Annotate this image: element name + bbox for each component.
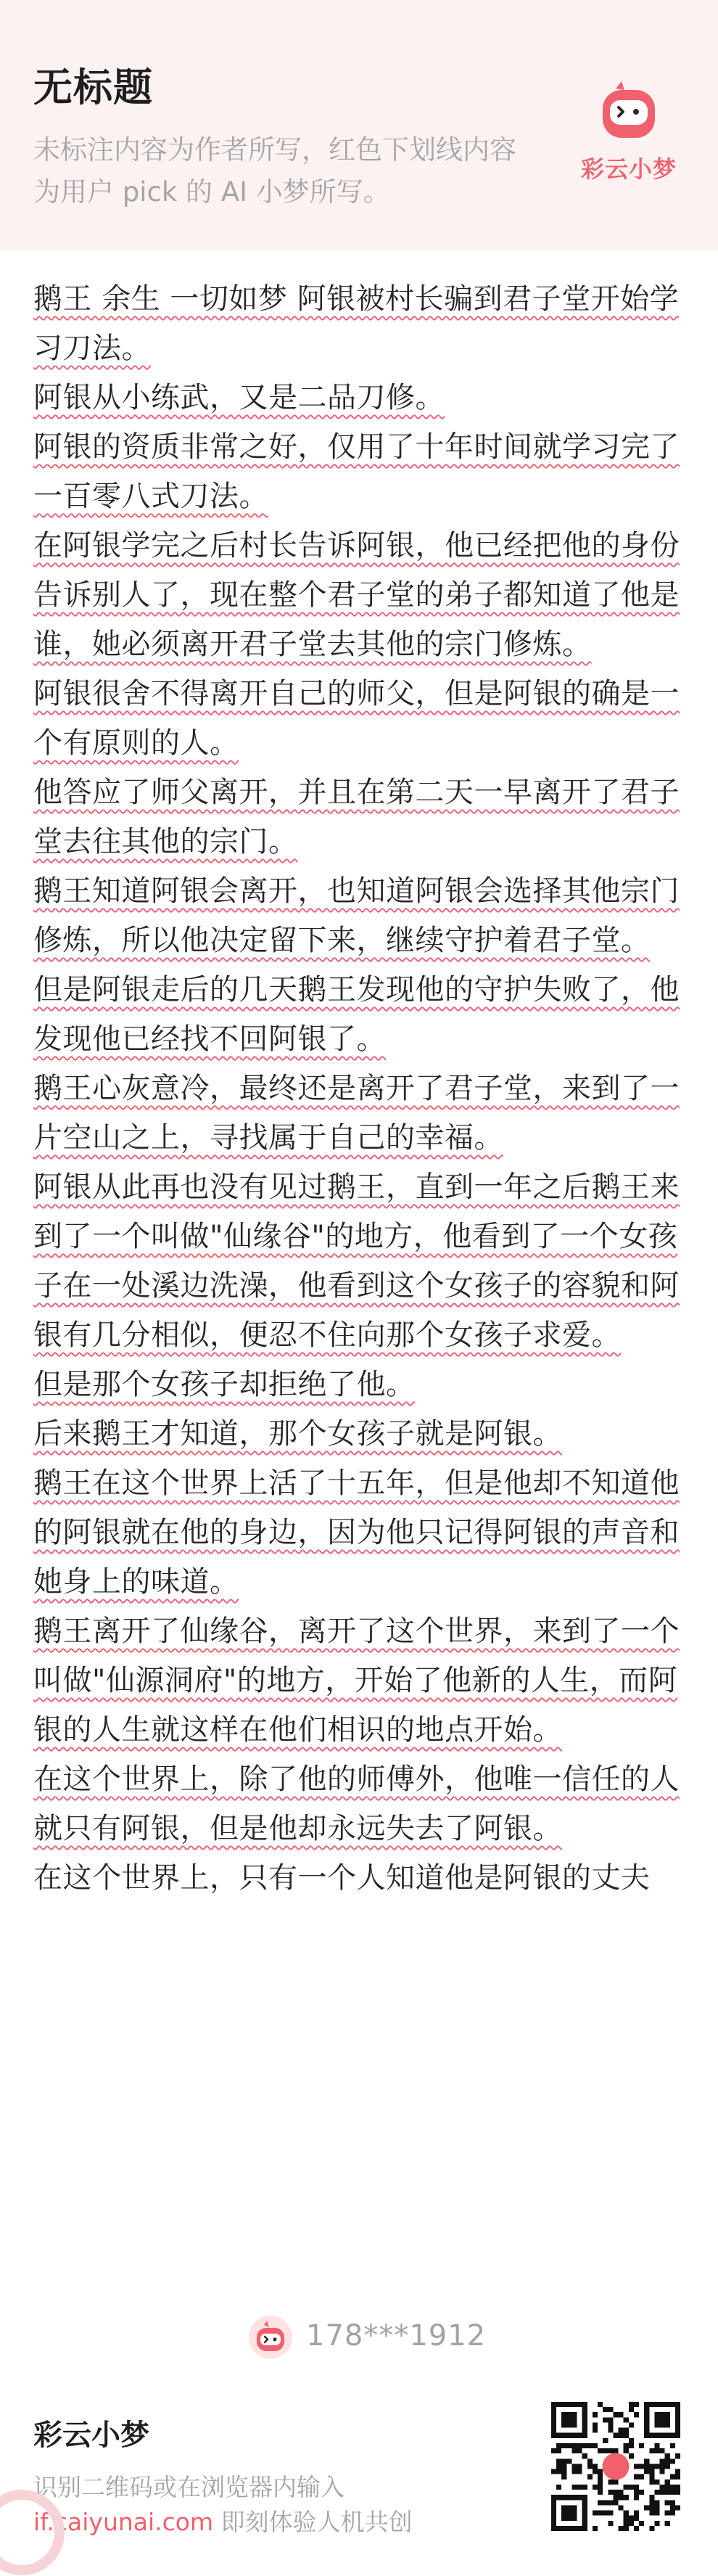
page-title: 无标题 <box>33 65 153 110</box>
story-paragraph <box>33 274 690 373</box>
ai-pick-text: 后来鹅王才知道，那个女孩子就是阿银。 <box>33 1417 562 1451</box>
story-paragraph <box>33 1607 690 1755</box>
story-paragraph <box>33 965 690 1064</box>
story-paragraph <box>33 1360 690 1409</box>
story-body <box>33 274 690 1903</box>
story-paragraph <box>33 1459 690 1607</box>
story-paragraph <box>33 1162 690 1360</box>
story-paragraph <box>33 1853 690 1903</box>
author-info <box>0 2308 718 2373</box>
story-paragraph <box>33 521 690 669</box>
story-paragraph <box>33 768 690 866</box>
ai-pick-text: 阿银从小练武，又是二品刀修。 <box>33 381 445 414</box>
ai-pick-text: 鹅王知道阿银会离开，也知道阿银会选择其他宗门修炼，所以他决定留下来，继续守护着君子堂。 <box>33 874 680 957</box>
story-paragraph <box>33 1064 690 1162</box>
ai-pick-text: 在阿银学完之后村长告诉阿银，他已经把他的身份告诉别人了，现在整个君子堂的弟子都知道了他是谁，她必须离开君子堂去其他的宗门修炼。 <box>33 529 680 661</box>
ai-pick-text: 阿银从此再也没有见过鹅王，直到一年之后鹅王来到了一个叫做"仙缘谷"的地方，他看到了一个女孩子在一处溪边洗澡，他看到这个女孩子的容貌和阿银有几分相似，便忍不住向那个女孩子求爱。 <box>33 1170 680 1352</box>
story-paragraph <box>33 866 690 965</box>
ai-pick-text: 鹅王心灰意冷，最终还是离开了君子堂，来到了一片空山之上，寻找属于自己的幸福。 <box>33 1072 680 1154</box>
footer-cta-text: 即刻体验人机共创 <box>213 2508 413 2536</box>
user-avatar-icon <box>248 2315 293 2360</box>
ai-pick-text: 鹅王 余生 一切如梦 阿银被村长骗到君子堂开始学习刀法。 <box>33 282 680 365</box>
story-paragraph <box>33 422 690 521</box>
page-subtitle: 未标注内容为作者所写，红色下划线内容为用户 pick 的 AI 小梦所写。 <box>33 134 516 208</box>
ai-pick-text: 但是阿银走后的几天鹅王发现他的守护失败了，他发现他已经找不回阿银了。 <box>33 973 680 1056</box>
author-text: 在这个世界上，只有一个人知道他是阿银的丈夫 <box>33 1861 651 1895</box>
ai-pick-text: 但是那个女孩子却拒绝了他。 <box>33 1368 416 1401</box>
header <box>0 0 718 250</box>
story-paragraph <box>33 373 690 422</box>
story-paragraph <box>33 1755 690 1853</box>
ai-pick-text: 在这个世界上，除了他的师傅外，他唯一信任的人就只有阿银，但是他却永远失去了阿银。 <box>33 1763 680 1845</box>
qr-code-icon[interactable] <box>551 2402 680 2531</box>
story-paragraph <box>33 669 690 768</box>
footer-instruction: 识别二维码或在浏览器内输入 <box>33 2473 344 2501</box>
ai-pick-text: 阿银的资质非常之好，仅用了十年时间就学习完了一百零八式刀法。 <box>33 430 680 513</box>
ai-pick-text: 鹅王在这个世界上活了十五年，但是他却不知道他的阿银就在他的身边，因为他只记得阿银的声音和她身上的味道。 <box>33 1467 680 1599</box>
caiyun-robot-logo-icon <box>600 78 658 144</box>
footer-brand: 彩云小梦 <box>33 2419 149 2452</box>
story-paragraph <box>33 1409 690 1459</box>
footer-cta <box>33 2503 413 2538</box>
caiyun-watermark-icon <box>0 2489 65 2576</box>
footer <box>0 2387 718 2571</box>
ai-pick-text: 他答应了师父离开，并且在第二天一早离开了君子堂去往其他的宗门。 <box>33 776 680 858</box>
brand <box>574 78 683 194</box>
ai-pick-text: 阿银很舍不得离开自己的师父，但是阿银的确是一个有原则的人。 <box>33 677 680 760</box>
ai-pick-text: 鹅王离开了仙缘谷，离开了这个世界，来到了一个叫做"仙源洞府"的地方，开始了他新的人生，而阿银的人生就这样在他们相识的地点开始。 <box>33 1615 680 1747</box>
website-link[interactable]: if.caiyunai.com <box>33 2508 214 2536</box>
brand-name: 彩云小梦 <box>580 155 677 183</box>
user-id: 178***1912 <box>306 2319 487 2353</box>
